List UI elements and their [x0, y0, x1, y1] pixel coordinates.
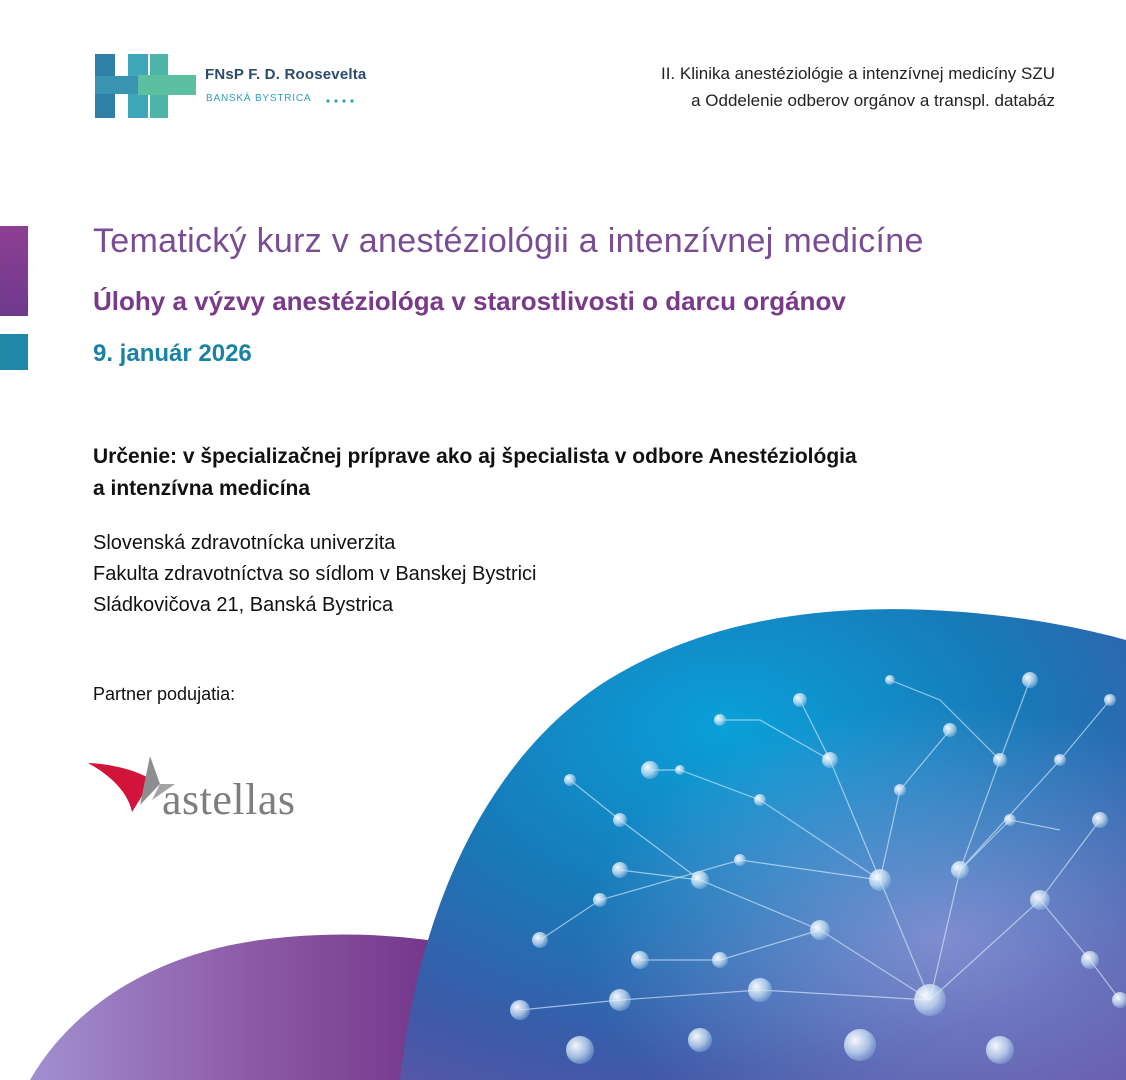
hospital-logo-icon [95, 54, 196, 118]
venue-address [93, 528, 537, 621]
partner-label: Partner podujatia: [93, 684, 236, 704]
target-audience [93, 441, 1083, 505]
address-line-2: Fakulta zdravotníctva so sídlom v Banskej Bystrici [93, 563, 537, 585]
target-line-2: a intenzívna medicína [93, 477, 311, 500]
event-date: 9. január 2026 [93, 340, 252, 367]
clinic-line-2: a Oddelenie odberov orgánov a transpl. databáz [691, 91, 1055, 110]
partner-logo-text: astellas [162, 775, 296, 824]
hospital-name: FNsP F. D. Roosevelta [205, 66, 367, 83]
accent-bar-teal [0, 334, 28, 370]
course-title: Tematický kurz v anestéziológii a intenzívnej medicíne [93, 222, 924, 260]
address-line-3: Sládkovičova 21, Banská Bystrica [93, 594, 394, 616]
target-line-1: Určenie: v špecializačnej príprave ako aj špecialista v odbore Anestéziológia [93, 445, 857, 468]
hospital-city: BANSKÁ BYSTRICA [206, 93, 312, 104]
accent-bar-purple [0, 226, 28, 316]
logo-dots-icon [326, 99, 353, 102]
address-line-1: Slovenská zdravotnícka univerzita [93, 532, 396, 554]
clinic-name [661, 60, 1055, 114]
event-title: Úlohy a výzvy anestéziológa v starostlivosti o darcu orgánov [93, 286, 846, 316]
clinic-line-1: II. Klinika anestéziológie a intenzívnej medicíny SZU [660, 64, 1055, 83]
